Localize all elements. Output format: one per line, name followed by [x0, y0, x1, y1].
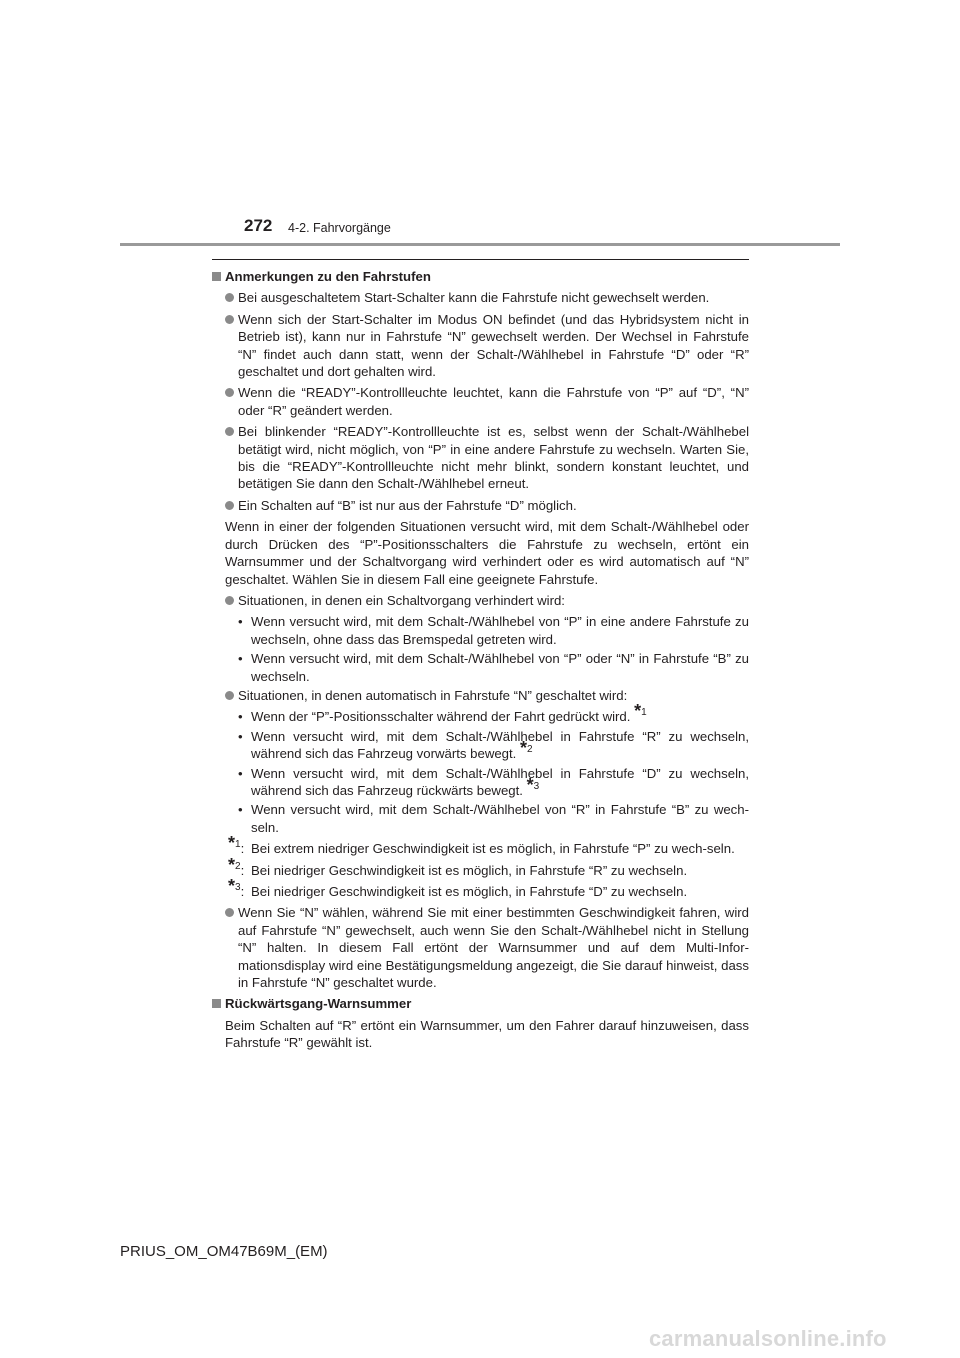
footnote-number: 3	[235, 882, 241, 893]
list-item	[212, 384, 749, 419]
bullet-text: Wenn Sie “N” wählen, während Sie mit einer bestimmten Geschwindigkeit fahren, wird auf Fahrstufe “N” gewechselt, auch wenn Sie den Schalt-/Wählhebel nicht in Stellung “N” halten. In diesem Fall ertönt der Warnsummer und auf dem Multi-Infor-mationsdisplay wird eine Bestätigungsmeldung angezeigt, die Sie darauf hinweist, dass in Fahrstufe “N” geschaltet wurde.	[238, 905, 749, 991]
sub-list-item	[212, 765, 749, 800]
document-id: PRIUS_OM_OM47B69M_(EM)	[120, 1243, 328, 1260]
bullet-text: Wenn sich der Start-Schalter im Modus ON befindet (und das Hybridsystem nicht in Betrieb ist), kann nur in Fahrstufe “N” gewechselt werden. Der Wechsel in Fahrstufe “N” findet auch dann statt, wenn der Schalt-/Wählhebel in Fahrstufe “D” oder “R” geschaltet und dort gehalten wird.	[238, 311, 749, 380]
section-heading-reverse-buzzer	[212, 995, 749, 1012]
footnote-text: Bei niedriger Geschwindigkeit ist es möglich, in Fahrstufe “D” zu wechseln.	[251, 884, 688, 899]
watermark: carmanualsonline.info	[649, 1326, 887, 1351]
list-item	[212, 497, 749, 514]
sub-item-text: Wenn der “P”-Positionsschalter während der Fahrt gedrückt wird.	[251, 709, 631, 725]
sub-item-text: Wenn versucht wird, mit dem Schalt-/Wählhebel in Fahrstufe “R” zu wechseln, während sich das Fahrzeug vorwärts bewegt.	[251, 728, 749, 762]
bullet-mark: •	[238, 614, 243, 630]
footnote-ref-number: 2	[527, 744, 533, 756]
footnote	[212, 854, 749, 879]
footnote-text: Bei extrem niedriger Geschwindigkeit ist es möglich, in Fahrstufe “P” zu wech-seln.	[251, 841, 735, 857]
list-item	[212, 592, 749, 609]
footnote-ref-star: *	[634, 701, 642, 722]
square-bullet-icon	[212, 272, 221, 281]
footnote-star: *	[228, 876, 236, 896]
circle-bullet-icon	[225, 293, 234, 302]
footnote-colon: :	[240, 841, 245, 857]
section-title: 4-2. Fahrvorgänge	[288, 221, 391, 235]
circle-bullet-icon	[225, 596, 234, 605]
bullet-mark: •	[238, 709, 243, 725]
circle-bullet-icon	[225, 388, 234, 397]
sub-item-text: Wenn versucht wird, mit dem Schalt-/Wählhebel von “P” oder “N” in Fahrstufe “B” zu wechseln.	[251, 651, 749, 684]
circle-bullet-icon	[225, 691, 234, 700]
page-number: 272	[244, 216, 273, 235]
sub-item-text: Wenn versucht wird, mit dem Schalt-/Wählhebel von “R” in Fahrstufe “B” zu wech-seln.	[251, 802, 749, 835]
circle-bullet-icon	[225, 427, 234, 436]
heading-text: Rückwärtsgang-Warnsummer	[225, 996, 412, 1012]
footnote-marker	[228, 876, 245, 900]
page-content	[212, 268, 749, 1056]
section-heading-notes	[212, 268, 749, 285]
bullet-mark: •	[238, 651, 243, 667]
sub-item-text: Wenn versucht wird, mit dem Schalt-/Wählhebel von “P” in eine andere Fahrstufe zu wechseln, ohne dass das Bremspedal getreten wird.	[251, 614, 749, 647]
list-item	[212, 289, 749, 306]
footnote	[212, 833, 749, 857]
footnote-star: *	[228, 854, 236, 875]
circle-bullet-icon	[225, 501, 234, 510]
circle-bullet-icon	[225, 315, 234, 324]
sub-list-item	[212, 728, 749, 763]
footnote-star: *	[228, 833, 236, 854]
footnote-number: 2	[235, 860, 241, 872]
list-item	[212, 687, 749, 704]
sub-list-item	[212, 613, 749, 648]
sub-list-item	[212, 801, 749, 836]
bullet-text: Bei blinkender “READY”-Kontrollleuchte ist es, selbst wenn der Schalt-/Wählhebel betätigt wird, nicht möglich, von “P” in eine andere Fahrstufe zu wechseln. Warten Sie, bis die “READY”-Kontrollleuchte nicht mehr blinkt, sondern konstant leuchtet, und betätigen Sie dann den Schalt-/Wählhebel erneut.	[238, 424, 749, 492]
circle-bullet-icon	[225, 908, 234, 917]
bullet-text: Bei ausgeschaltetem Start-Schalter kann die Fahrstufe nicht gewechselt werden.	[238, 290, 710, 306]
sub-item-text: Wenn versucht wird, mit dem Schalt-/Wählhebel in Fahrstufe “D” zu wechseln, während sich das Fahrzeug rückwärts bewegt.	[251, 765, 749, 798]
bullet-mark: •	[238, 765, 243, 781]
footnote-colon: :	[240, 862, 245, 878]
list-item	[212, 904, 749, 991]
footnote-text: Bei niedriger Geschwindigkeit ist es möglich, in Fahrstufe “R” zu wechseln.	[251, 862, 688, 878]
header-divider	[120, 243, 840, 246]
square-bullet-icon	[212, 999, 221, 1008]
bullet-mark: •	[238, 728, 243, 744]
footnote-ref-star: *	[526, 774, 534, 795]
footnote-ref-number: 3	[533, 780, 540, 792]
sub-list-item	[212, 701, 749, 725]
paragraph: Beim Schalten auf “R” ertönt ein Warnsummer, um den Fahrer darauf hinzuweisen, dass Fahrstufe “R” gewählt ist.	[225, 1017, 749, 1051]
footnote	[212, 876, 749, 900]
bullet-text: Situationen, in denen ein Schaltvorgang verhindert wird:	[238, 592, 565, 608]
list-item	[212, 423, 749, 493]
bullet-text: Wenn die “READY”-Kontrollleuchte leuchtet, kann die Fahrstufe von “P” auf “D”, “N” oder “R” geändert werden.	[238, 385, 749, 418]
bullet-text: Ein Schalten auf “B” ist nur aus der Fahrstufe “D” möglich.	[238, 497, 577, 513]
list-item	[212, 311, 749, 381]
content-divider	[212, 259, 749, 260]
bullet-mark: •	[238, 802, 243, 818]
bullet-text: Situationen, in denen automatisch in Fahrstufe “N” geschaltet wird:	[238, 687, 628, 703]
heading-text: Anmerkungen zu den Fahrstufen	[225, 269, 431, 284]
footnote-number: 1	[235, 839, 241, 851]
paragraph: Wenn in einer der folgenden Situationen versucht wird, mit dem Schalt-/Wählhebel oder durch Drücken des “P”-Positionsschalters die Fahrstufe zu wechseln, ertönt ein Warnsummer und der Schaltvorgang wird verhindert oder es wird automatisch auf “N” geschaltet. Wählen Sie in diesem Fall eine geeignete Fahrstufe.	[225, 519, 749, 587]
sub-list-item	[212, 650, 749, 685]
footnote-colon: :	[240, 884, 245, 899]
footnote-ref-number: 1	[641, 707, 647, 719]
footnote-ref-star: *	[520, 738, 528, 759]
